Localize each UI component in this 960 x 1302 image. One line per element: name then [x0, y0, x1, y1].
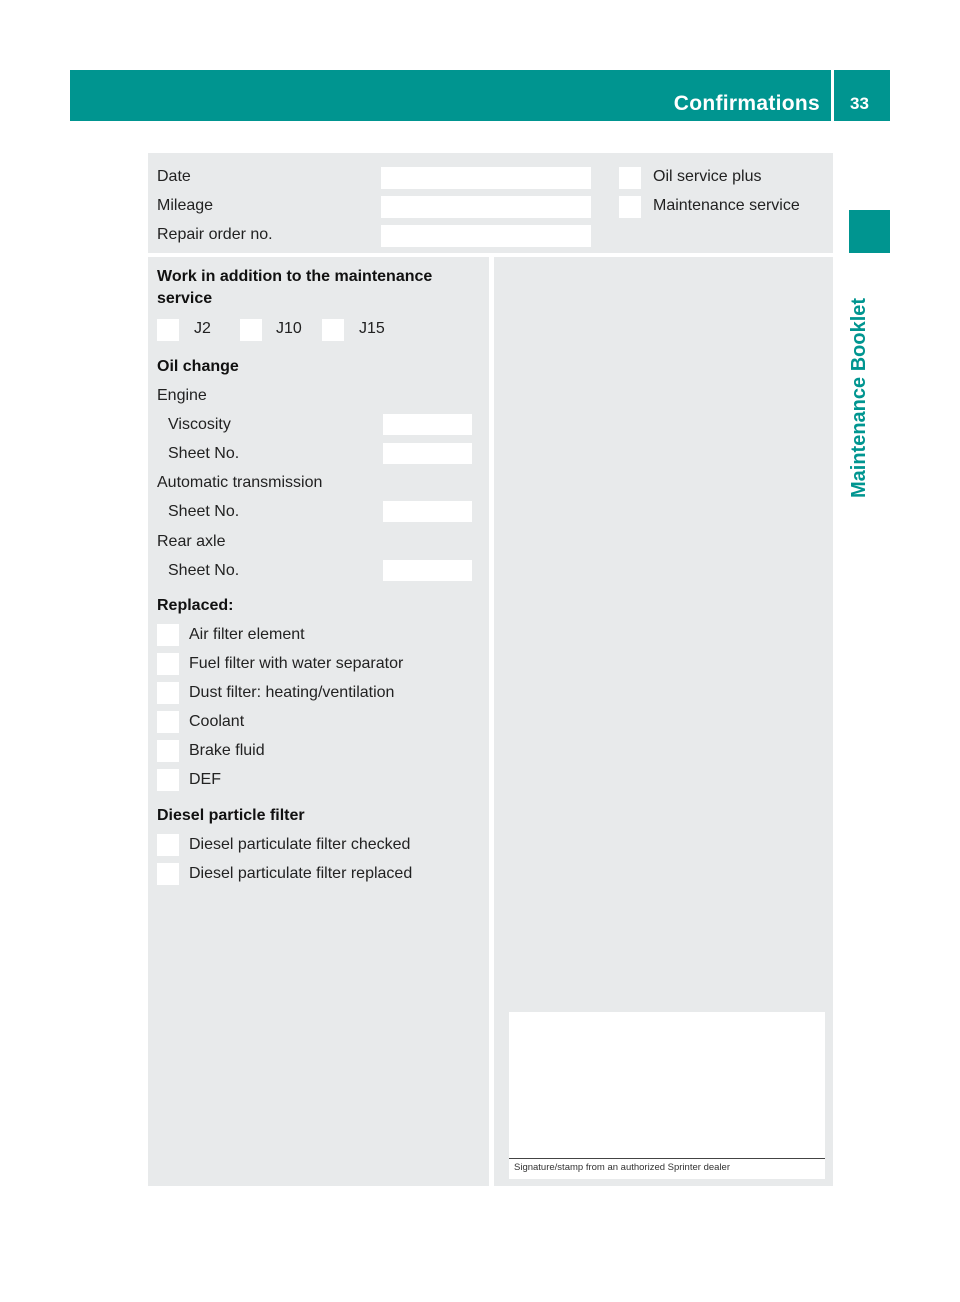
transmission-sheet-label: Sheet No. — [168, 503, 240, 520]
def-checkbox[interactable] — [157, 769, 179, 791]
repair-order-field[interactable] — [381, 225, 591, 247]
j15-checkbox[interactable] — [322, 319, 344, 341]
maintenance-service-checkbox[interactable] — [619, 196, 641, 218]
side-section-label: Maintenance Booklet — [848, 297, 870, 498]
j10-label: J10 — [276, 320, 302, 337]
coolant-checkbox[interactable] — [157, 711, 179, 733]
dpf-replaced-label: Diesel particulate filter replaced — [189, 865, 413, 882]
page-title: Confirmations — [673, 92, 820, 115]
page-number: 33 — [850, 94, 869, 113]
oil-service-plus-label: Oil service plus — [653, 168, 762, 185]
dust-filter-checkbox[interactable] — [157, 682, 179, 704]
j10-checkbox[interactable] — [240, 319, 262, 341]
header-divider — [831, 70, 834, 121]
work-heading: Work in addition to the maintenance service — [157, 268, 433, 307]
work-details-panel — [148, 257, 489, 1186]
engine-sheet-field[interactable] — [383, 443, 472, 464]
rear-axle-sheet-field[interactable] — [383, 560, 472, 581]
j2-checkbox[interactable] — [157, 319, 179, 341]
coolant-label: Coolant — [189, 713, 245, 730]
replaced-heading: Replaced: — [157, 597, 234, 614]
brake-fluid-label: Brake fluid — [189, 742, 265, 759]
dpf-checked-label: Diesel particulate filter checked — [189, 836, 411, 853]
air-filter-checkbox[interactable] — [157, 624, 179, 646]
rear-axle-label: Rear axle — [157, 533, 226, 550]
date-label: Date — [157, 168, 191, 185]
signature-box[interactable] — [509, 1012, 825, 1179]
transmission-sheet-field[interactable] — [383, 501, 472, 522]
j15-label: J15 — [359, 320, 385, 337]
def-label: DEF — [189, 771, 221, 788]
engine-label: Engine — [157, 387, 207, 404]
air-filter-label: Air filter element — [189, 626, 305, 643]
signature-line — [509, 1158, 825, 1159]
oil-change-heading: Oil change — [157, 358, 239, 375]
mileage-label: Mileage — [157, 197, 214, 214]
dpf-checked-checkbox[interactable] — [157, 834, 179, 856]
j2-label: J2 — [194, 320, 211, 337]
brake-fluid-checkbox[interactable] — [157, 740, 179, 762]
automatic-transmission-label: Automatic transmission — [157, 474, 323, 491]
dpf-heading: Diesel particle filter — [157, 807, 305, 824]
maintenance-service-label: Maintenance service — [653, 197, 800, 214]
notes-panel — [494, 257, 833, 1186]
signature-caption: Signature/stamp from an authorized Sprinter dealer — [514, 1162, 730, 1173]
repair-order-label: Repair order no. — [157, 226, 273, 243]
dpf-replaced-checkbox[interactable] — [157, 863, 179, 885]
service-info-panel — [148, 153, 833, 253]
viscosity-label: Viscosity — [168, 416, 231, 433]
engine-sheet-label: Sheet No. — [168, 445, 240, 462]
mileage-field[interactable] — [381, 196, 591, 218]
dust-filter-label: Dust filter: heating/ventilation — [189, 684, 395, 701]
fuel-filter-label: Fuel filter with water separator — [189, 655, 404, 672]
oil-service-plus-checkbox[interactable] — [619, 167, 641, 189]
page-header — [70, 70, 890, 121]
viscosity-field[interactable] — [383, 414, 472, 435]
rear-axle-sheet-label: Sheet No. — [168, 562, 240, 579]
date-field[interactable] — [381, 167, 591, 189]
fuel-filter-checkbox[interactable] — [157, 653, 179, 675]
